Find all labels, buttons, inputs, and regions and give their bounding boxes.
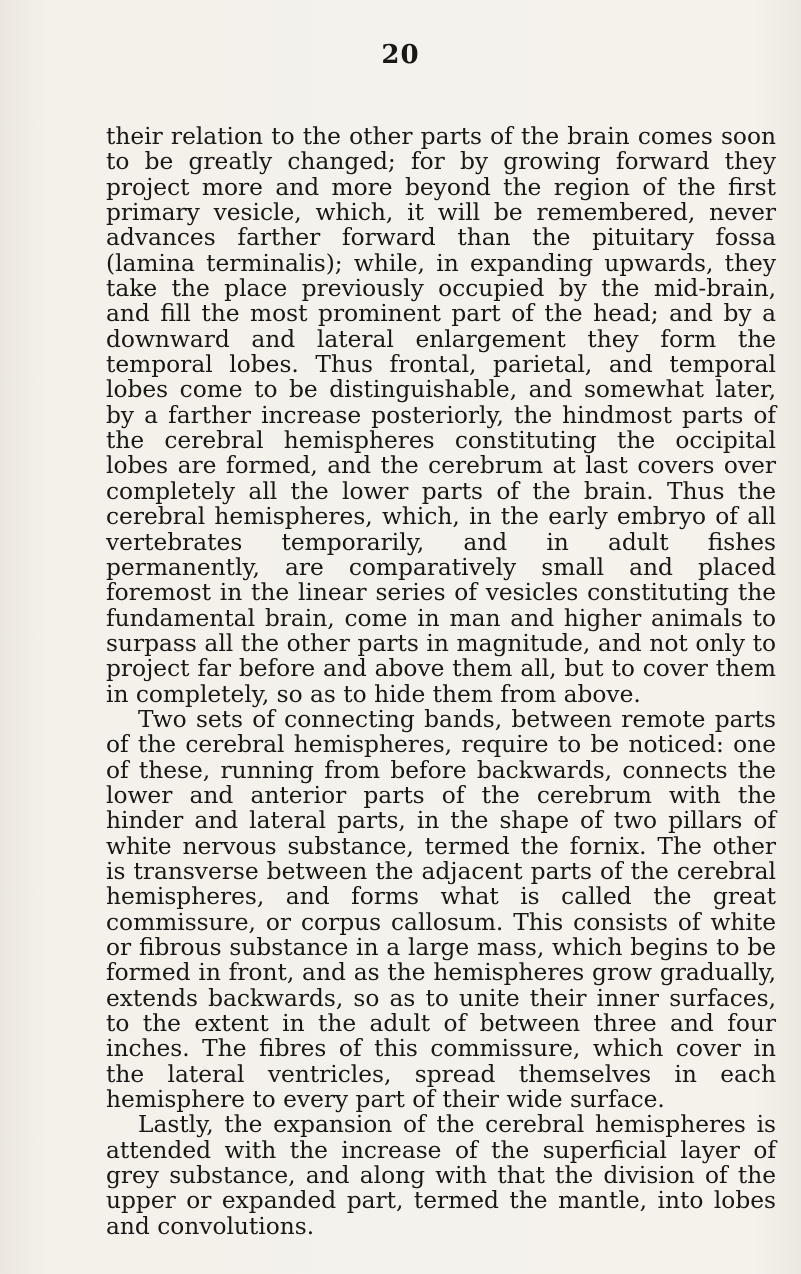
paragraph-grey-substance: Lastly, the expansion of the cerebral hemispheres is attended with the increase of the superficial layer of grey substance, and along with that the division of the upper or expanded part, termed the mantle, into lobes and convolutions. — [106, 1111, 776, 1240]
paragraph-hemisphere-growth: their relation to the other parts of the brain comes soon to be greatly changed; for by growing forward they project more and more beyond the region of the first primary vesicle, which, it will be remembered, never advances farther forward than the pituitary fossa (lamina terminalis); while, in expanding upwards, they take the place previously occupied by the mid-brain, and fill the most prominent part of the head; and by a downward and lateral enlargement they form the temporal lobes. Thus frontal, parietal, and temporal lobes come to be distinguishable, and somewhat later, by a farther increase posteriorly, the hindmost parts of the cerebral hemispheres constituting the occipital lobes are formed, and the cerebrum at last covers over completely all the lower parts of the brain. Thus the cerebral hemispheres, which, in the early embryo of all vertebrates temporarily, and in adult fishes permanently, are comparatively small and placed foremost in the linear series of vesicles constituting the fundamental brain, come in man and higher animals to surpass all the other parts in magnitude, and not only to project far before and above them all, but to cover them in completely, so as to hide them from above. — [106, 123, 776, 708]
page-number: 20 — [381, 40, 420, 70]
body-text — [106, 124, 776, 1239]
paragraph-connecting-bands: Two sets of connecting bands, between remote parts of the cerebral hemispheres, require to be noticed: one of these, running from before backwards, connects the lower and anterior parts of the cerebrum with the hinder and lateral parts, in the shape of two pillars of white nervous substance, termed the fornix. The other is transverse between the adjacent parts of the cerebral hemispheres, and forms what is called the great commissure, or corpus callosum. This consists of white or fibrous substance in a large mass, which begins to be formed in front, and as the hemispheres grow gradually, extends backwards, so as to unite their inner surfaces, to the extent in the adult of between three and four inches. The fibres of this commissure, which cover in the lateral ventricles, spread themselves in each hemisphere to every part of their wide surface. — [106, 705, 776, 1114]
